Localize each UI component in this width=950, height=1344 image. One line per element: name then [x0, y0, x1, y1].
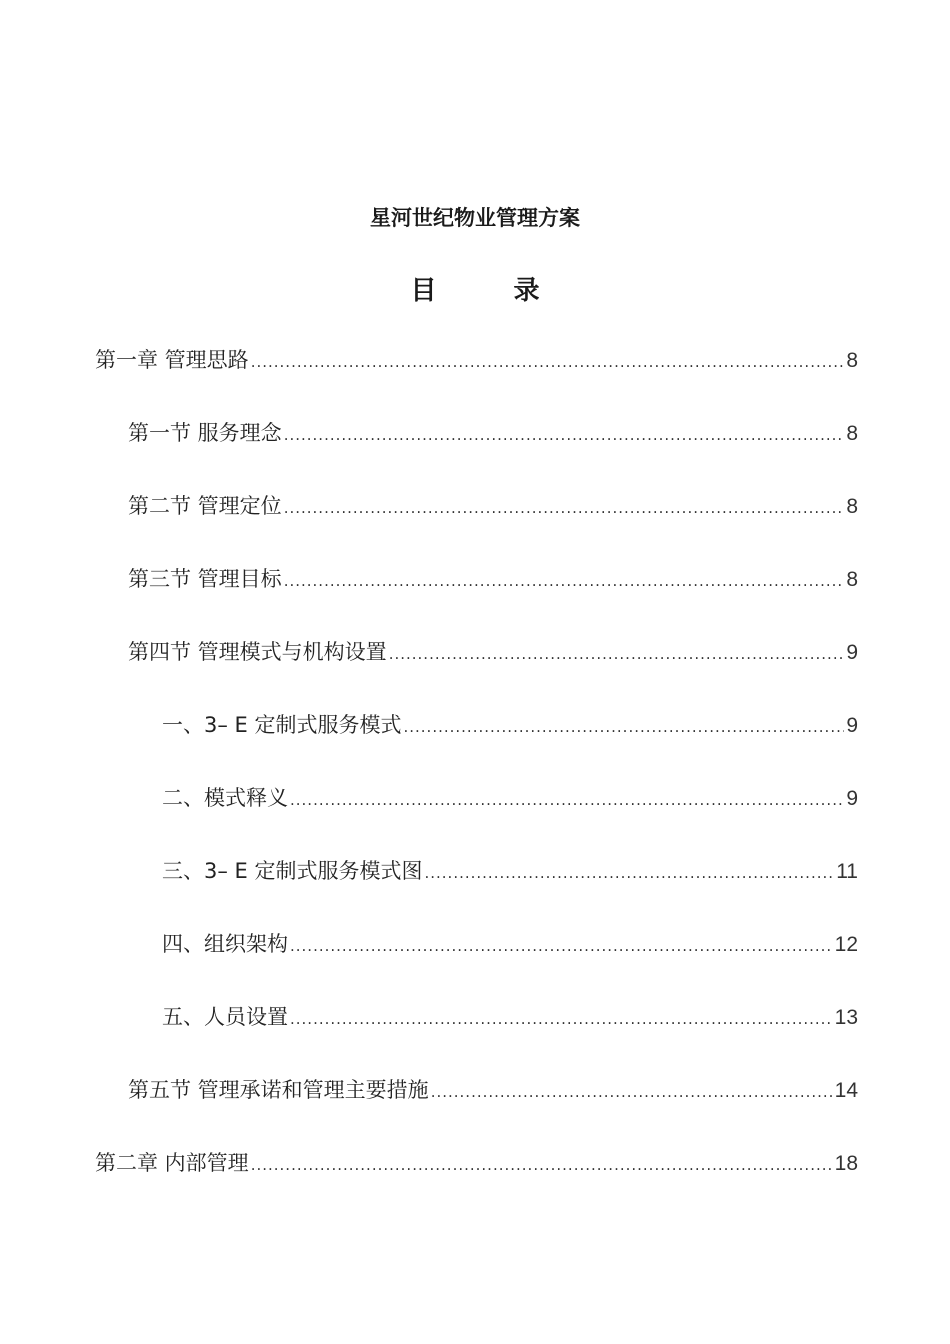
toc-entry-title: 第二章 内部管理	[95, 1151, 249, 1175]
toc-dot-leader	[251, 1145, 833, 1185]
toc-entry-title: 第三节 管理目标	[128, 567, 282, 591]
toc-page-number: 13	[834, 1006, 858, 1029]
toc-dot-leader	[403, 707, 844, 747]
toc-page-number: 9	[846, 641, 858, 664]
toc-entry-title: 第一节 服务理念	[128, 421, 282, 445]
document-title: 星河世纪物业管理方案	[370, 206, 580, 230]
toc-dot-leader	[424, 853, 834, 893]
toc-entry-title: 三、3– E 定制式服务模式图	[162, 859, 423, 883]
toc-page-number: 8	[846, 568, 858, 591]
toc-heading: 目 录	[410, 276, 574, 306]
toc-entry-title: 一、3– E 定制式服务模式	[162, 713, 402, 737]
toc-dot-leader	[290, 926, 833, 966]
toc-dot-leader	[284, 488, 845, 528]
toc-entry-section-1-5[interactable]	[128, 1070, 858, 1110]
toc-dot-leader	[284, 561, 845, 601]
toc-entry-subsection-2[interactable]	[162, 778, 858, 818]
toc-page-number: 9	[846, 787, 858, 810]
toc-page-number: 12	[834, 933, 858, 956]
toc-dot-leader	[389, 634, 845, 674]
toc-page-number: 8	[846, 495, 858, 518]
toc-dot-leader	[284, 415, 845, 455]
toc-entry-section-1-4[interactable]	[128, 632, 858, 672]
toc-page-number: 14	[834, 1079, 858, 1102]
toc-page-number: 9	[846, 714, 858, 737]
toc-entry-chapter-1[interactable]	[95, 340, 858, 380]
toc-dot-leader	[290, 780, 844, 820]
toc-entry-subsection-1[interactable]	[162, 705, 858, 745]
toc-page-number: 8	[846, 422, 858, 445]
toc-page-number: 11	[836, 860, 858, 883]
toc-entry-title: 二、模式释义	[162, 786, 288, 810]
toc-entry-title: 第四节 管理模式与机构设置	[128, 640, 387, 664]
toc-dot-leader	[251, 342, 845, 382]
toc-entry-title: 第二节 管理定位	[128, 494, 282, 518]
toc-entry-section-1-3[interactable]	[128, 559, 858, 599]
toc-entry-title: 第一章 管理思路	[95, 348, 249, 372]
toc-entry-title: 四、组织架构	[162, 932, 288, 956]
toc-entry-title: 第五节 管理承诺和管理主要措施	[128, 1078, 429, 1102]
toc-page-number: 18	[834, 1152, 858, 1175]
toc-entry-title: 五、人员设置	[162, 1005, 288, 1029]
toc-entry-section-1-1[interactable]	[128, 413, 858, 453]
toc-page-number: 8	[846, 349, 858, 372]
toc-entry-subsection-3[interactable]	[162, 851, 858, 891]
toc-entry-section-1-2[interactable]	[128, 486, 858, 526]
toc-dot-leader	[290, 999, 833, 1039]
toc-dot-leader	[431, 1072, 833, 1112]
toc-entry-subsection-5[interactable]	[162, 997, 858, 1037]
toc-entry-chapter-2[interactable]	[95, 1143, 858, 1183]
toc-entry-subsection-4[interactable]	[162, 924, 858, 964]
